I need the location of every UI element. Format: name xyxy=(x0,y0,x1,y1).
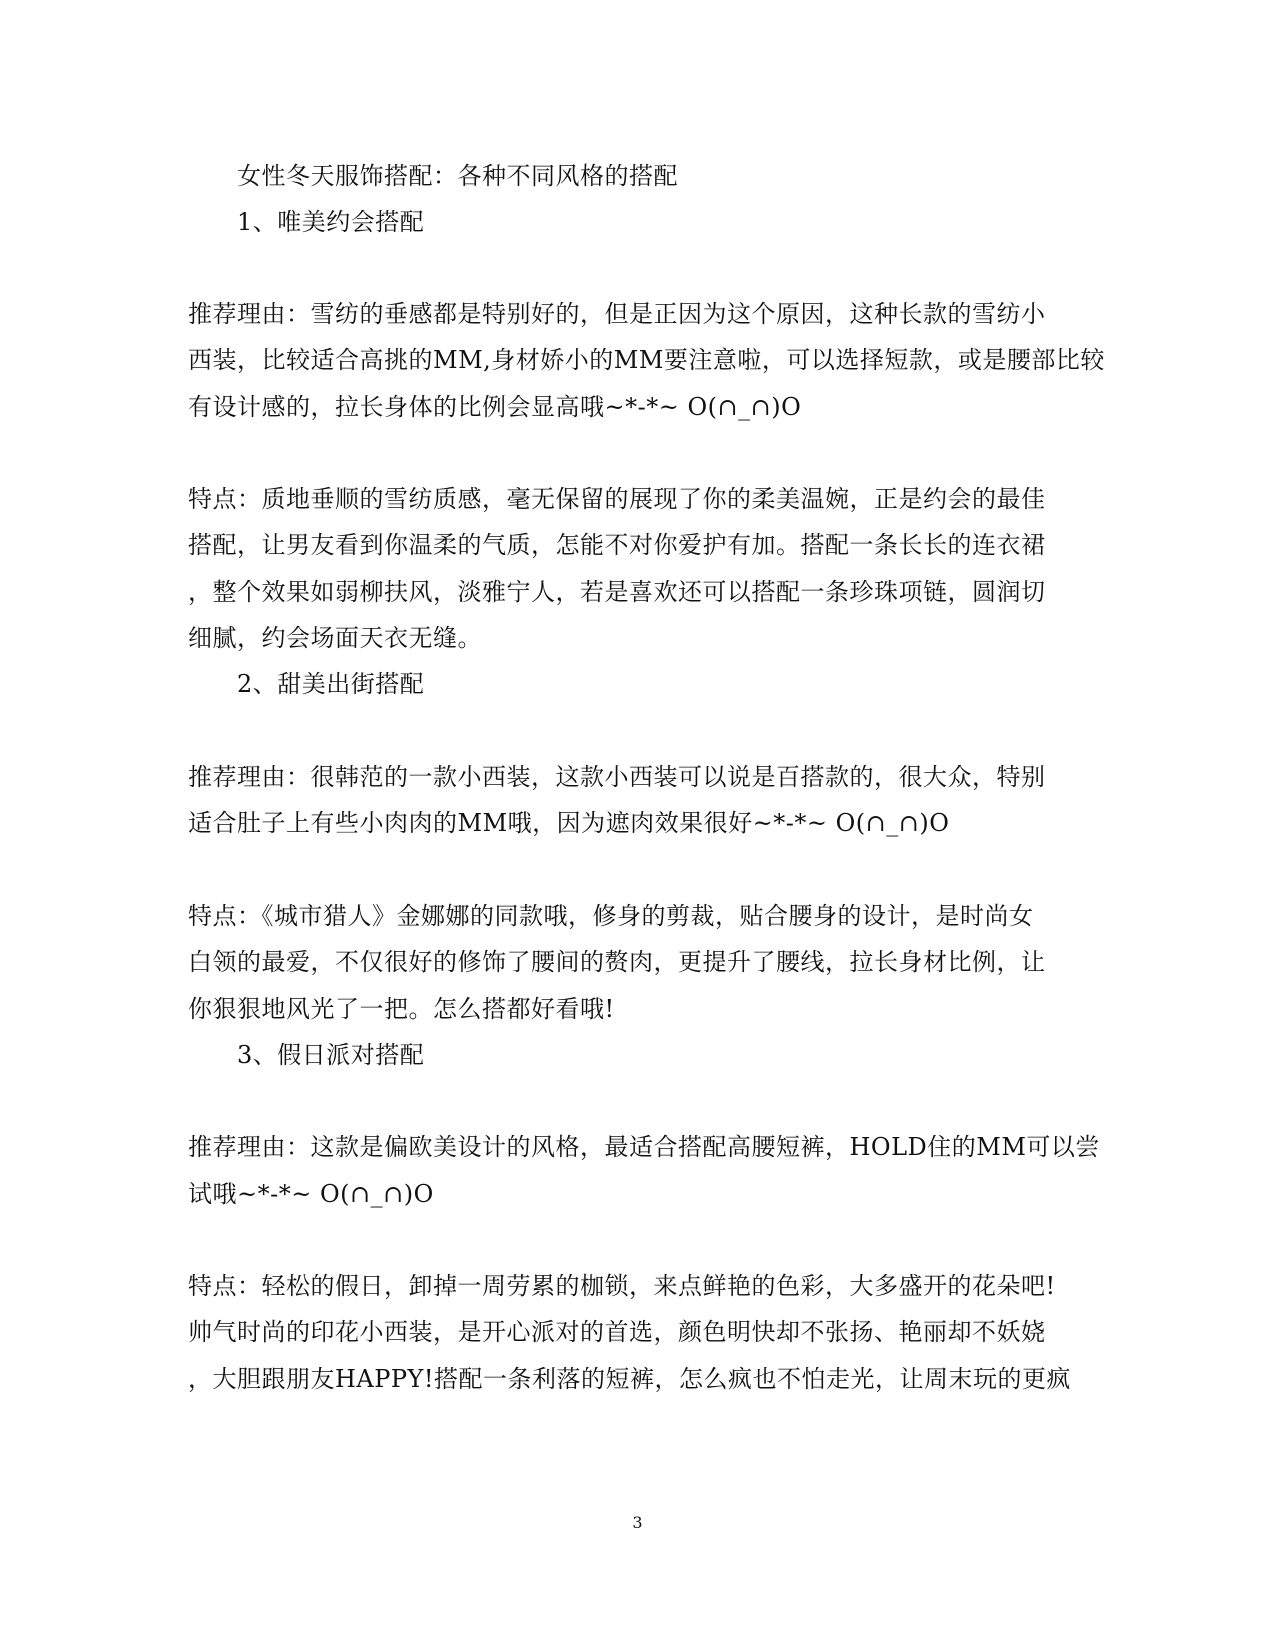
document-title: 女性冬天服饰搭配：各种不同风格的搭配 xyxy=(237,162,678,190)
feature-line: 特点：轻松的假日，卸掉一周劳累的枷锁，来点鲜艳的色彩，大多盛开的花朵吧! xyxy=(188,1272,1056,1300)
reason-line: 推荐理由：很韩范的一款小西装，这款小西装可以说是百搭款的，很大众，特别 xyxy=(188,763,1046,791)
feature-line: 帅气时尚的印花小西装，是开心派对的首选，颜色明快却不张扬、艳丽却不妖娆 xyxy=(188,1318,1046,1346)
reason-line: 推荐理由：雪纺的垂感都是特别好的，但是正因为这个原因，这种长款的雪纺小 xyxy=(188,300,1046,328)
reason-line: 西装，比较适合高挑的MM,身材娇小的MM要注意啦，可以选择短款，或是腰部比较 xyxy=(188,346,1105,374)
feature-line: 搭配，让男友看到你温柔的气质，怎能不对你爱护有加。搭配一条长长的连衣裙 xyxy=(188,531,1046,559)
feature-line: 你狠狠地风光了一把。怎么搭都好看哦! xyxy=(188,995,615,1023)
reason-line: 试哦~*-*~ O(∩_∩)O xyxy=(188,1180,434,1208)
section-heading: 1、唯美约会搭配 xyxy=(237,208,425,236)
section-heading: 2、甜美出街搭配 xyxy=(237,670,425,698)
feature-line: 特点：质地垂顺的雪纺质感，毫无保留的展现了你的柔美温婉，正是约会的最佳 xyxy=(188,485,1046,513)
reason-line: 推荐理由：这款是偏欧美设计的风格，最适合搭配高腰短裤，HOLD住的MM可以尝 xyxy=(188,1133,1100,1161)
reason-line: 有设计感的，拉长身体的比例会显高哦~*-*~ O(∩_∩)O xyxy=(188,393,802,421)
feature-line: ，大胆跟朋友HAPPY!搭配一条利落的短裤，怎么疯也不怕走光，让周末玩的更疯 xyxy=(188,1365,1072,1393)
feature-line: 白领的最爱，不仅很好的修饰了腰间的赘肉，更提升了腰线，拉长身材比例，让 xyxy=(188,948,1046,976)
feature-line: 特点：《城市猎人》金娜娜的同款哦，修身的剪裁，贴合腰身的设计，是时尚女 xyxy=(188,902,1034,930)
section-heading: 3、假日派对搭配 xyxy=(237,1041,425,1069)
reason-line: 适合肚子上有些小肉肉的MM哦，因为遮肉效果很好~*-*~ O(∩_∩)O xyxy=(188,809,950,837)
feature-line: 细腻，约会场面天衣无缝。 xyxy=(188,624,482,652)
feature-line: ，整个效果如弱柳扶风，淡雅宁人，若是喜欢还可以搭配一条珍珠项链，圆润切 xyxy=(188,578,1046,606)
page-number: 3 xyxy=(632,1513,643,1532)
